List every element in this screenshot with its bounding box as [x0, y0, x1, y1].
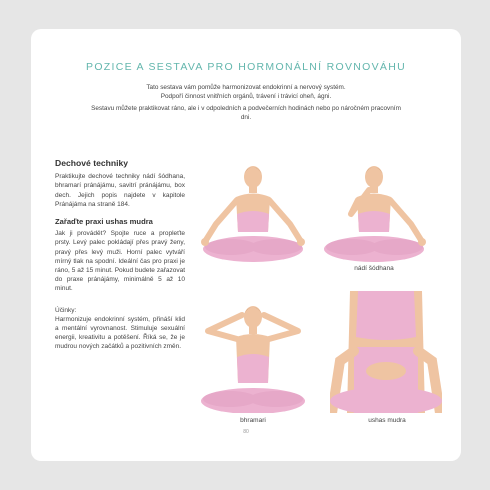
effects-label: Účinky:	[55, 306, 77, 314]
photo-seated-pose	[196, 152, 311, 262]
seated-pose-illustration	[196, 152, 311, 262]
photo-nadi-shodhana	[317, 152, 432, 262]
page-number: 80	[243, 429, 249, 435]
breathing-heading: Dechové techniky	[55, 158, 129, 168]
photo-ushas-mudra	[330, 291, 442, 413]
photo-bhramari	[196, 291, 311, 413]
intro-text	[91, 83, 401, 125]
caption-bhramari: bhramari	[240, 417, 266, 424]
nadi-shodhana-illustration	[317, 152, 432, 262]
bhramari-illustration	[196, 291, 311, 413]
ushas-mudra-illustration	[330, 291, 442, 413]
intro-line-2: Podpoří činnost vnitřních orgánů, trávení i trávicí oheň, ágni.	[160, 93, 332, 100]
breathing-text: Praktikujte dechové techniky nádí šódhana, bhramarí pránájámu, savitrí pránájámu, box dech. Jejich popis najdete v kapitole Pránájáma na straně 184.	[55, 173, 185, 208]
caption-ushas-mudra: ushas mudra	[368, 417, 406, 424]
intro-line-1: Tato sestava vám pomůže harmonizovat endokrinní a nervový systém.	[146, 84, 346, 91]
page-title: POZICE A SESTAVA PRO HORMONÁLNÍ ROVNOVÁHU	[86, 61, 406, 73]
mudra-heading: Zařaďte praxi ushas mudra	[55, 217, 153, 227]
text-column	[55, 159, 185, 352]
intro-line-3: Sestavu můžete praktikovat ráno, ale i v odpoledních a podvečerních hodinách nebo po náročném pracovním dni.	[91, 105, 401, 121]
mudra-text: Jak ji provádět? Spojte ruce a propleťte prsty. Levý palec pokládají přes pravý ženy, pravý přes levý muži. Horní palec vytváří mírný tlak na spodní. Ideální čas pro praxi je ráno, 5 až 15 minut. Pokud budete zařazovat do praxe pránájámy, minimálně 5 až 10 minut.	[55, 230, 185, 293]
book-page	[31, 29, 461, 461]
effects-text: Harmonizuje endokrinní systém, přináší klid a mentální vyrovnanost. Stimuluje sexuální energii, kreativitu a potěšení. Říká se, že je mudrou nových začátků a pozitivních změn.	[55, 315, 185, 351]
caption-nadi-shodhana: nádí šódhana	[354, 265, 394, 272]
